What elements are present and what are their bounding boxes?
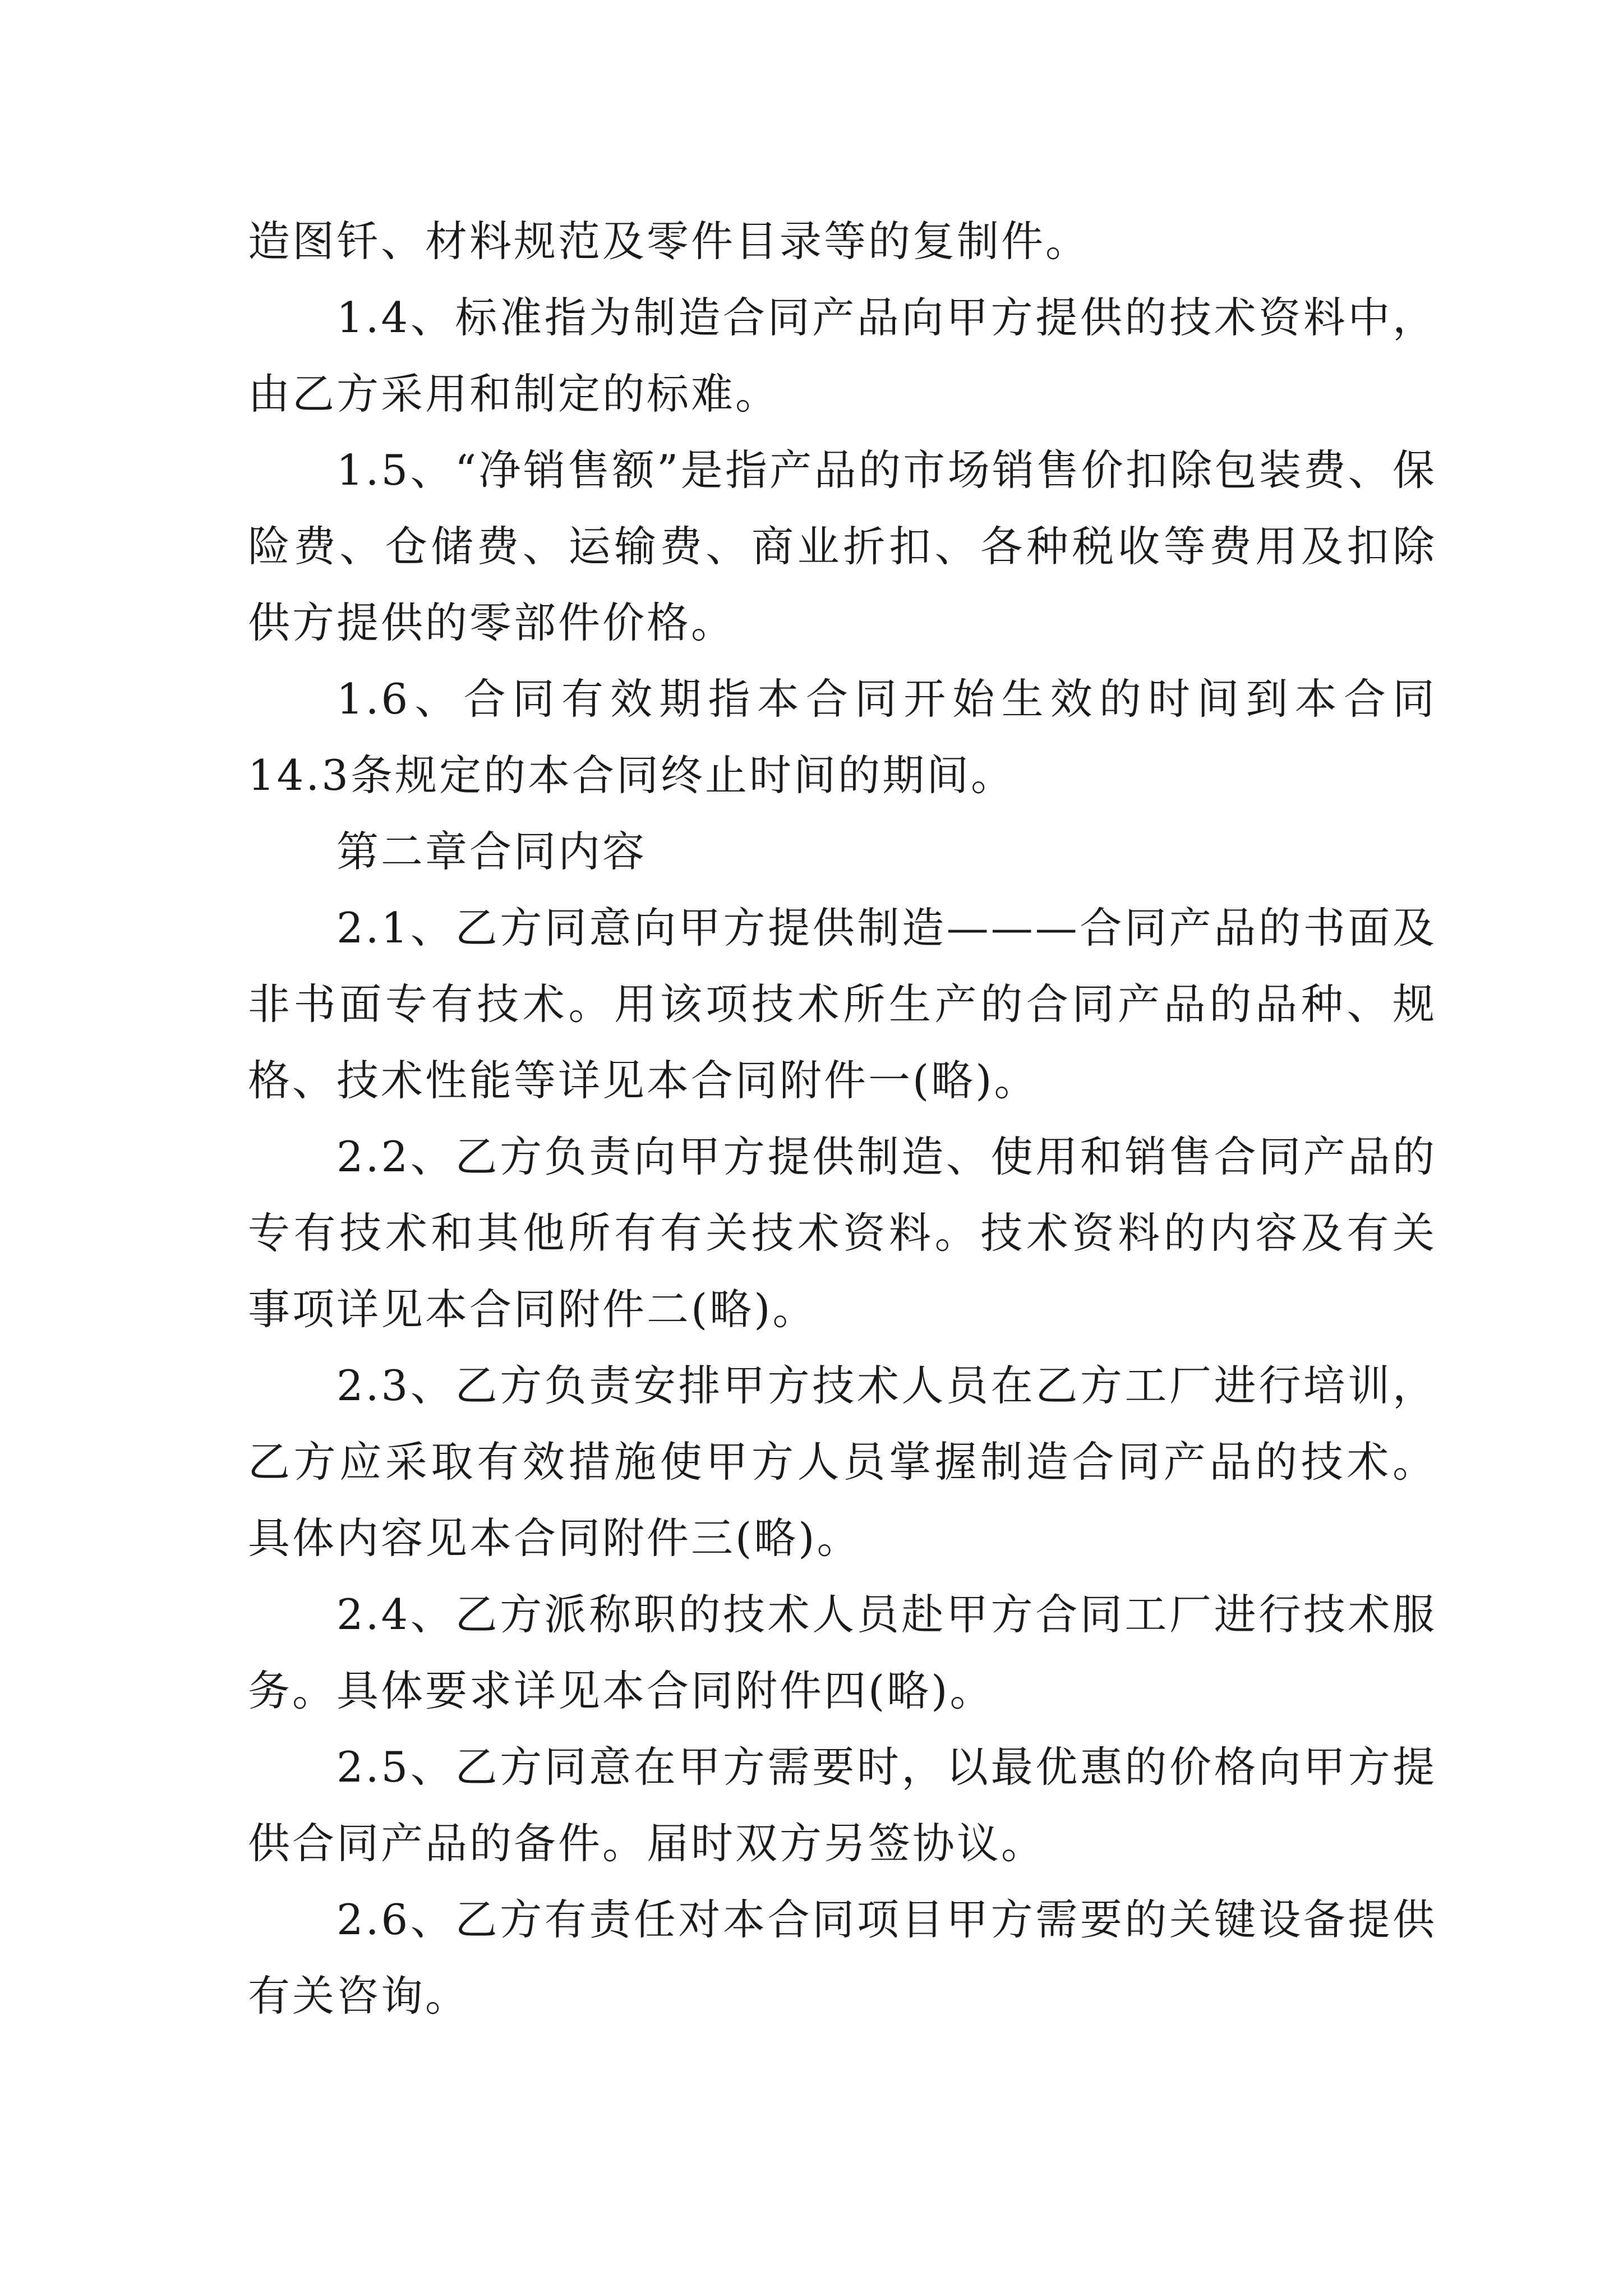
clause-2-5: 2.5、乙方同意在甲方需要时，以最优惠的价格向甲方提供合同产品的备件。届时双方另签协议。 — [248, 1742, 1437, 1868]
clause-2-6: 2.6、乙方有责任对本合同项目甲方需要的关键设备提供有关咨询。 — [248, 1895, 1437, 2021]
document-body — [248, 203, 1437, 2034]
clause-1-4: 1.4、标准指为制造合同产品向甲方提供的技术资料中，由乙方采用和制定的标难。 — [248, 293, 1437, 418]
clause-2-1: 2.1、乙方同意向甲方提供制造———合同产品的书面及非书面专有技术。用该项技术所生产的合同产品的品种、规格、技术性能等详见本合同附件一(略)。 — [248, 903, 1437, 1105]
chapter-heading: 第二章合同内容 — [336, 827, 647, 876]
clause-1-5: 1.5、“净销售额”是指产品的市场销售价扣除包装费、保险费、仓储费、运输费、商业折扣、各种税收等费用及扣除供方提供的零部件价格。 — [248, 445, 1437, 647]
clause-2-3: 2.3、乙方负责安排甲方技术人员在乙方工厂进行培训，乙方应采取有效措施使甲方人员掌握制造合同产品的技术。具体内容见本合同附件三(略)。 — [248, 1361, 1437, 1563]
paragraph-continuation: 造图钎、材料规范及零件目录等的复制件。 — [248, 217, 1090, 266]
clause-2-2: 2.2、乙方负责向甲方提供制造、使用和销售合同产品的专有技术和其他所有有关技术资料。技术资料的内容及有关事项详见本合同附件二(略)。 — [248, 1132, 1437, 1334]
clause-2-4: 2.4、乙方派称职的技术人员赴甲方合同工厂进行技术服务。具体要求详见本合同附件四(略)。 — [248, 1590, 1437, 1715]
clause-1-6: 1.6、合同有效期指本合同开始生效的时间到本合同14.3条规定的本合同终止时间的期间。 — [248, 674, 1437, 800]
